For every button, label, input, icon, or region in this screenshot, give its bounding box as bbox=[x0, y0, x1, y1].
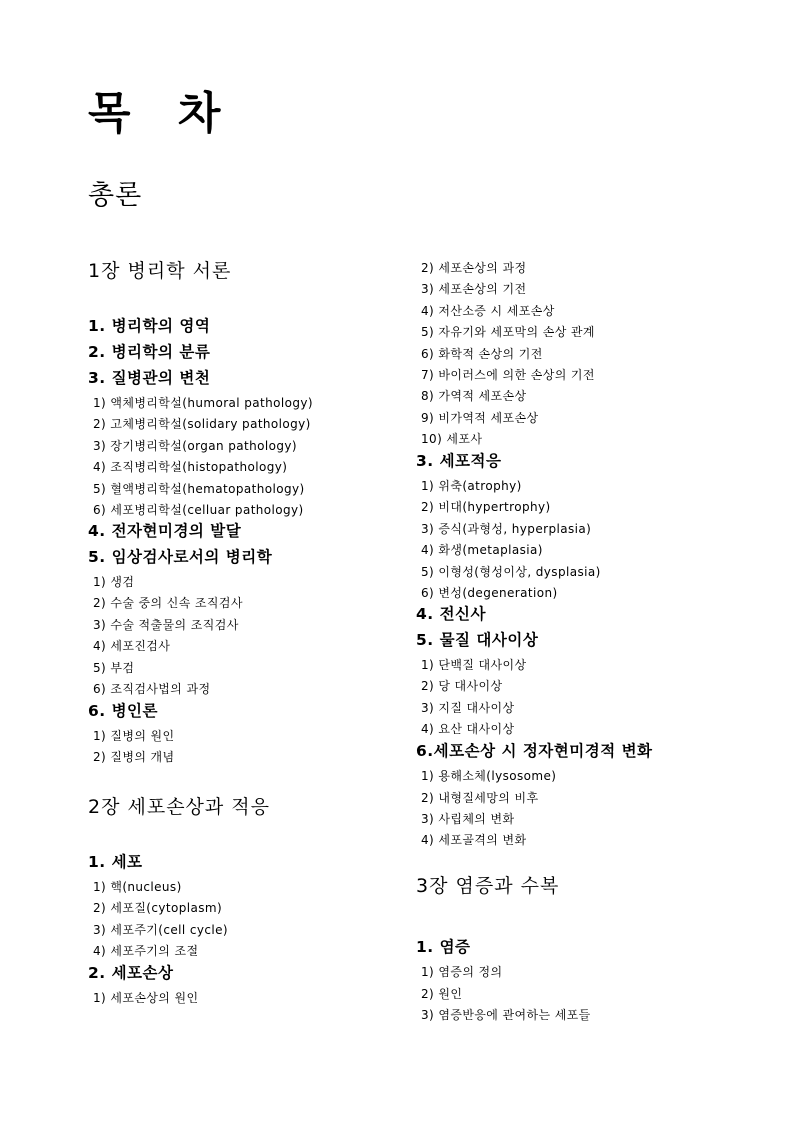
page-title: 목 차 bbox=[88, 88, 237, 139]
subsection-link[interactable]: 3) 수술 적출물의 조직검사 bbox=[93, 618, 239, 632]
subsection-link[interactable]: 3) 염증반응에 관여하는 세포들 bbox=[421, 1008, 591, 1022]
section-link[interactable]: 1. 세포 bbox=[88, 853, 143, 871]
subsection-link[interactable]: 2) 질병의 개념 bbox=[93, 750, 175, 764]
section-link[interactable]: 6.세포손상 시 정자현미경적 변화 bbox=[416, 742, 653, 760]
subsection-link[interactable]: 1) 위축(atrophy) bbox=[421, 479, 522, 493]
chapter-heading[interactable]: 1장 병리학 서론 bbox=[88, 260, 232, 282]
subsection-link[interactable]: 1) 세포손상의 원인 bbox=[93, 991, 199, 1005]
subsection-link[interactable]: 2) 고체병리학설(solidary pathology) bbox=[93, 417, 311, 431]
subsection-link[interactable]: 2) 수술 중의 신속 조직검사 bbox=[93, 596, 243, 610]
section-link[interactable]: 4. 전자현미경의 발달 bbox=[88, 522, 242, 540]
subsection-link[interactable]: 1) 생검 bbox=[93, 575, 135, 589]
subsection-link[interactable]: 4) 요산 대사이상 bbox=[421, 722, 515, 736]
section-link[interactable]: 5. 물질 대사이상 bbox=[416, 631, 539, 649]
subsection-link[interactable]: 1) 핵(nucleus) bbox=[93, 880, 182, 894]
part-heading: 총론 bbox=[88, 180, 143, 211]
subsection-link[interactable]: 3) 세포손상의 기전 bbox=[421, 282, 527, 296]
subsection-link[interactable]: 9) 비가역적 세포손상 bbox=[421, 411, 539, 425]
section-link[interactable]: 1. 병리학의 영역 bbox=[88, 317, 211, 335]
section-link[interactable]: 1. 염증 bbox=[416, 938, 471, 956]
subsection-link[interactable]: 4) 화생(metaplasia) bbox=[421, 543, 543, 557]
subsection-link[interactable]: 1) 단백질 대사이상 bbox=[421, 658, 527, 672]
subsection-link[interactable]: 2) 비대(hypertrophy) bbox=[421, 500, 551, 514]
subsection-link[interactable]: 4) 세포진검사 bbox=[93, 639, 171, 653]
subsection-link[interactable]: 5) 부검 bbox=[93, 661, 135, 675]
subsection-link[interactable]: 4) 저산소증 시 세포손상 bbox=[421, 304, 555, 318]
section-link[interactable]: 3. 세포적응 bbox=[416, 452, 502, 470]
subsection-link[interactable]: 3) 증식(과형성, hyperplasia) bbox=[421, 522, 592, 536]
subsection-link[interactable]: 6) 화학적 손상의 기전 bbox=[421, 347, 543, 361]
section-link[interactable]: 3. 질병관의 변천 bbox=[88, 369, 211, 387]
subsection-link[interactable]: 6) 조직검사법의 과정 bbox=[93, 682, 211, 696]
subsection-link[interactable]: 2) 세포손상의 과정 bbox=[421, 261, 527, 275]
subsection-link[interactable]: 3) 지질 대사이상 bbox=[421, 701, 515, 715]
subsection-link[interactable]: 6) 변성(degeneration) bbox=[421, 586, 558, 600]
subsection-link[interactable]: 5) 자유기와 세포막의 손상 관계 bbox=[421, 325, 595, 339]
subsection-link[interactable]: 1) 용해소체(lysosome) bbox=[421, 769, 557, 783]
subsection-link[interactable]: 2) 원인 bbox=[421, 987, 463, 1001]
subsection-link[interactable]: 3) 세포주기(cell cycle) bbox=[93, 923, 228, 937]
section-link[interactable]: 6. 병인론 bbox=[88, 702, 158, 720]
subsection-link[interactable]: 3) 사립체의 변화 bbox=[421, 812, 515, 826]
subsection-link[interactable]: 4) 세포주기의 조절 bbox=[93, 944, 199, 958]
subsection-link[interactable]: 1) 질병의 원인 bbox=[93, 729, 175, 743]
subsection-link[interactable]: 7) 바이러스에 의한 손상의 기전 bbox=[421, 368, 595, 382]
subsection-link[interactable]: 10) 세포사 bbox=[421, 432, 483, 446]
subsection-link[interactable]: 4) 세포골격의 변화 bbox=[421, 833, 527, 847]
subsection-link[interactable]: 4) 조직병리학설(histopathology) bbox=[93, 460, 288, 474]
section-link[interactable]: 5. 임상검사로서의 병리학 bbox=[88, 548, 273, 566]
subsection-link[interactable]: 2) 당 대사이상 bbox=[421, 679, 503, 693]
subsection-link[interactable]: 2) 세포질(cytoplasm) bbox=[93, 901, 223, 915]
section-link[interactable]: 2. 병리학의 분류 bbox=[88, 343, 211, 361]
section-link[interactable]: 4. 전신사 bbox=[416, 605, 486, 623]
subsection-link[interactable]: 1) 액체병리학설(humoral pathology) bbox=[93, 396, 313, 410]
chapter-heading[interactable]: 2장 세포손상과 적응 bbox=[88, 796, 270, 818]
subsection-link[interactable]: 5) 혈액병리학설(hematopathology) bbox=[93, 482, 305, 496]
chapter-heading[interactable]: 3장 염증과 수복 bbox=[416, 875, 560, 897]
subsection-link[interactable]: 3) 장기병리학설(organ pathology) bbox=[93, 439, 297, 453]
section-link[interactable]: 2. 세포손상 bbox=[88, 964, 174, 982]
subsection-link[interactable]: 1) 염증의 정의 bbox=[421, 965, 503, 979]
subsection-link[interactable]: 6) 세포병리학설(celluar pathology) bbox=[93, 503, 304, 517]
subsection-link[interactable]: 8) 가역적 세포손상 bbox=[421, 389, 527, 403]
subsection-link[interactable]: 2) 내형질세망의 비후 bbox=[421, 791, 539, 805]
subsection-link[interactable]: 5) 이형성(형성이상, dysplasia) bbox=[421, 565, 601, 579]
